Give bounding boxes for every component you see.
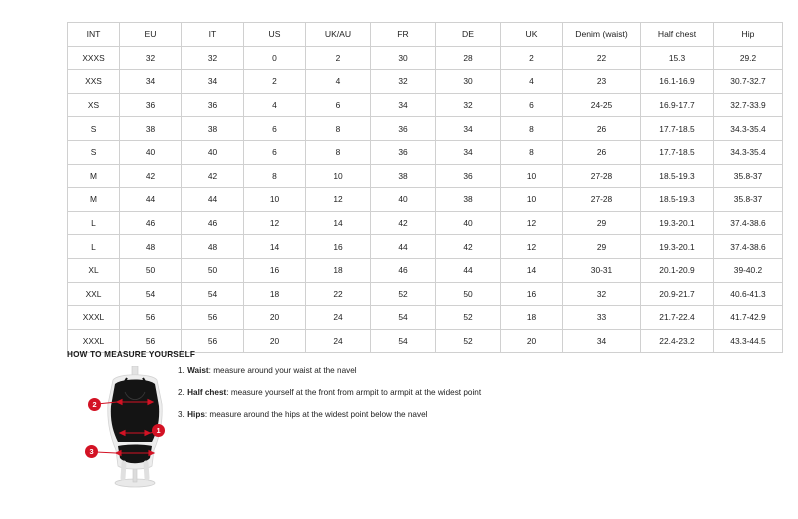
cell-denim-waist: 24-25: [563, 93, 641, 117]
step-text-hips: : measure around the hips at the widest point below the navel: [204, 409, 428, 419]
cell-uk-au: 24: [306, 329, 371, 353]
table-row: [68, 211, 783, 235]
cell-eu: 36: [120, 93, 182, 117]
cell-hip: 39-40.2: [714, 258, 783, 282]
cell-int: L: [68, 235, 120, 259]
cell-int: XXXS: [68, 46, 120, 70]
cell-denim-waist: 30-31: [563, 258, 641, 282]
step-text-waist: : measure around your waist at the navel: [208, 366, 357, 375]
cell-half-chest: 20.1-20.9: [641, 258, 714, 282]
cell-de: 36: [436, 164, 501, 188]
cell-fr: 36: [371, 140, 436, 164]
cell-uk-au: 12: [306, 188, 371, 212]
cell-uk: 12: [501, 235, 563, 259]
cell-uk: 18: [501, 306, 563, 330]
cell-uk: 12: [501, 211, 563, 235]
step-term-hips: Hips: [187, 409, 205, 419]
cell-it: 46: [182, 211, 244, 235]
column-header-half-chest: Half chest: [641, 23, 714, 47]
cell-uk-au: 18: [306, 258, 371, 282]
size-chart: [67, 22, 766, 353]
cell-uk-au: 8: [306, 140, 371, 164]
cell-us: 8: [244, 164, 306, 188]
cell-eu: 34: [120, 70, 182, 94]
cell-uk: 6: [501, 93, 563, 117]
step-term-half-chest: Half chest: [187, 387, 227, 397]
cell-it: 48: [182, 235, 244, 259]
cell-int: XS: [68, 93, 120, 117]
cell-us: 20: [244, 306, 306, 330]
measure-step-half-chest: [178, 388, 658, 398]
cell-hip: 43.3-44.5: [714, 329, 783, 353]
column-header-fr: FR: [371, 23, 436, 47]
column-header-int: INT: [68, 23, 120, 47]
column-header-denim-waist: Denim (waist): [563, 23, 641, 47]
cell-fr: 54: [371, 329, 436, 353]
cell-de: 34: [436, 117, 501, 141]
cell-us: 14: [244, 235, 306, 259]
cell-hip: 34.3-35.4: [714, 117, 783, 141]
cell-fr: 46: [371, 258, 436, 282]
table-row: [68, 306, 783, 330]
cell-de: 40: [436, 211, 501, 235]
cell-us: 12: [244, 211, 306, 235]
cell-uk-au: 4: [306, 70, 371, 94]
cell-int: XXXL: [68, 329, 120, 353]
cell-hip: 35.8-37: [714, 188, 783, 212]
cell-int: S: [68, 117, 120, 141]
cell-uk: 14: [501, 258, 563, 282]
cell-it: 50: [182, 258, 244, 282]
cell-half-chest: 17.7-18.5: [641, 140, 714, 164]
cell-de: 50: [436, 282, 501, 306]
step-term-waist: Waist: [187, 366, 209, 375]
cell-denim-waist: 29: [563, 235, 641, 259]
cell-uk: 10: [501, 188, 563, 212]
cell-de: 34: [436, 140, 501, 164]
cell-it: 42: [182, 164, 244, 188]
cell-uk: 16: [501, 282, 563, 306]
cell-de: 32: [436, 93, 501, 117]
cell-de: 38: [436, 188, 501, 212]
cell-it: 44: [182, 188, 244, 212]
cell-eu: 40: [120, 140, 182, 164]
cell-uk-au: 10: [306, 164, 371, 188]
cell-uk: 4: [501, 70, 563, 94]
cell-denim-waist: 32: [563, 282, 641, 306]
cell-us: 4: [244, 93, 306, 117]
cell-half-chest: 20.9-21.7: [641, 282, 714, 306]
cell-uk: 2: [501, 46, 563, 70]
cell-it: 56: [182, 306, 244, 330]
cell-hip: 41.7-42.9: [714, 306, 783, 330]
cell-de: 52: [436, 329, 501, 353]
column-header-us: US: [244, 23, 306, 47]
size-chart-table: [67, 22, 783, 353]
cell-half-chest: 19.3-20.1: [641, 211, 714, 235]
cell-uk: 20: [501, 329, 563, 353]
cell-half-chest: 18.5-19.3: [641, 164, 714, 188]
cell-half-chest: 16.9-17.7: [641, 93, 714, 117]
cell-uk-au: 2: [306, 46, 371, 70]
marker-badge-1: 1: [152, 424, 165, 437]
column-header-hip: Hip: [714, 23, 783, 47]
cell-eu: 42: [120, 164, 182, 188]
table-header-row: [68, 23, 783, 47]
cell-half-chest: 22.4-23.2: [641, 329, 714, 353]
cell-int: M: [68, 164, 120, 188]
cell-int: S: [68, 140, 120, 164]
table-row: [68, 235, 783, 259]
marker-badge-2: 2: [88, 398, 101, 411]
cell-eu: 48: [120, 235, 182, 259]
table-row: [68, 70, 783, 94]
how-to-measure-title: HOW TO MEASURE YOURSELF: [67, 350, 196, 359]
cell-uk-au: 6: [306, 93, 371, 117]
cell-uk-au: 16: [306, 235, 371, 259]
cell-eu: 56: [120, 329, 182, 353]
table-row: [68, 188, 783, 212]
cell-eu: 44: [120, 188, 182, 212]
cell-eu: 32: [120, 46, 182, 70]
cell-int: XXL: [68, 282, 120, 306]
cell-de: 52: [436, 306, 501, 330]
cell-fr: 54: [371, 306, 436, 330]
cell-denim-waist: 27-28: [563, 164, 641, 188]
cell-half-chest: 17.7-18.5: [641, 117, 714, 141]
cell-us: 20: [244, 329, 306, 353]
cell-eu: 54: [120, 282, 182, 306]
cell-denim-waist: 23: [563, 70, 641, 94]
cell-uk-au: 8: [306, 117, 371, 141]
cell-eu: 50: [120, 258, 182, 282]
table-row: [68, 282, 783, 306]
measure-step-waist: [178, 366, 658, 376]
cell-us: 2: [244, 70, 306, 94]
cell-it: 56: [182, 329, 244, 353]
cell-de: 30: [436, 70, 501, 94]
table-row: [68, 93, 783, 117]
cell-eu: 46: [120, 211, 182, 235]
cell-it: 32: [182, 46, 244, 70]
cell-eu: 56: [120, 306, 182, 330]
cell-half-chest: 21.7-22.4: [641, 306, 714, 330]
cell-denim-waist: 29: [563, 211, 641, 235]
cell-hip: 32.7-33.9: [714, 93, 783, 117]
cell-fr: 52: [371, 282, 436, 306]
cell-int: XL: [68, 258, 120, 282]
marker-badge-3: 3: [85, 445, 98, 458]
cell-hip: 34.3-35.4: [714, 140, 783, 164]
cell-us: 6: [244, 117, 306, 141]
cell-us: 0: [244, 46, 306, 70]
table-row: [68, 46, 783, 70]
cell-it: 38: [182, 117, 244, 141]
cell-int: XXS: [68, 70, 120, 94]
cell-denim-waist: 26: [563, 140, 641, 164]
cell-fr: 34: [371, 93, 436, 117]
cell-hip: 30.7-32.7: [714, 70, 783, 94]
cell-uk-au: 14: [306, 211, 371, 235]
cell-us: 18: [244, 282, 306, 306]
measure-instructions: [178, 366, 658, 432]
column-header-it: IT: [182, 23, 244, 47]
cell-fr: 44: [371, 235, 436, 259]
step-number-2: 2.: [178, 387, 185, 397]
column-header-eu: EU: [120, 23, 182, 47]
step-text-half-chest: : measure yourself at the front from armpit to armpit at the widest point: [226, 387, 482, 397]
column-header-de: DE: [436, 23, 501, 47]
cell-it: 36: [182, 93, 244, 117]
size-chart-header: [68, 23, 783, 47]
cell-it: 54: [182, 282, 244, 306]
cell-denim-waist: 22: [563, 46, 641, 70]
cell-half-chest: 16.1-16.9: [641, 70, 714, 94]
column-header-uk: UK: [501, 23, 563, 47]
cell-uk-au: 22: [306, 282, 371, 306]
cell-it: 34: [182, 70, 244, 94]
cell-de: 42: [436, 235, 501, 259]
cell-hip: 29.2: [714, 46, 783, 70]
cell-int: M: [68, 188, 120, 212]
cell-hip: 40.6-41.3: [714, 282, 783, 306]
cell-eu: 38: [120, 117, 182, 141]
cell-uk: 10: [501, 164, 563, 188]
cell-us: 6: [244, 140, 306, 164]
cell-int: L: [68, 211, 120, 235]
cell-it: 40: [182, 140, 244, 164]
cell-fr: 40: [371, 188, 436, 212]
cell-fr: 38: [371, 164, 436, 188]
cell-denim-waist: 34: [563, 329, 641, 353]
cell-fr: 42: [371, 211, 436, 235]
cell-int: XXXL: [68, 306, 120, 330]
cell-fr: 36: [371, 117, 436, 141]
cell-fr: 32: [371, 70, 436, 94]
cell-denim-waist: 27-28: [563, 188, 641, 212]
cell-uk-au: 24: [306, 306, 371, 330]
cell-uk: 8: [501, 117, 563, 141]
table-row: [68, 117, 783, 141]
mannequin-illustration: [80, 366, 190, 488]
cell-denim-waist: 26: [563, 117, 641, 141]
cell-de: 44: [436, 258, 501, 282]
cell-hip: 35.8-37: [714, 164, 783, 188]
cell-half-chest: 15.3: [641, 46, 714, 70]
step-number-1: 1.: [178, 366, 185, 375]
cell-de: 28: [436, 46, 501, 70]
cell-denim-waist: 33: [563, 306, 641, 330]
cell-half-chest: 18.5-19.3: [641, 188, 714, 212]
column-header-uk-au: UK/AU: [306, 23, 371, 47]
size-chart-body: [68, 46, 783, 353]
step-number-3: 3.: [178, 409, 185, 419]
cell-uk: 8: [501, 140, 563, 164]
table-row: [68, 140, 783, 164]
cell-hip: 37.4-38.6: [714, 235, 783, 259]
cell-fr: 30: [371, 46, 436, 70]
table-row: [68, 164, 783, 188]
measure-step-hips: [178, 410, 658, 420]
cell-hip: 37.4-38.6: [714, 211, 783, 235]
cell-half-chest: 19.3-20.1: [641, 235, 714, 259]
table-row: [68, 258, 783, 282]
cell-us: 10: [244, 188, 306, 212]
cell-us: 16: [244, 258, 306, 282]
